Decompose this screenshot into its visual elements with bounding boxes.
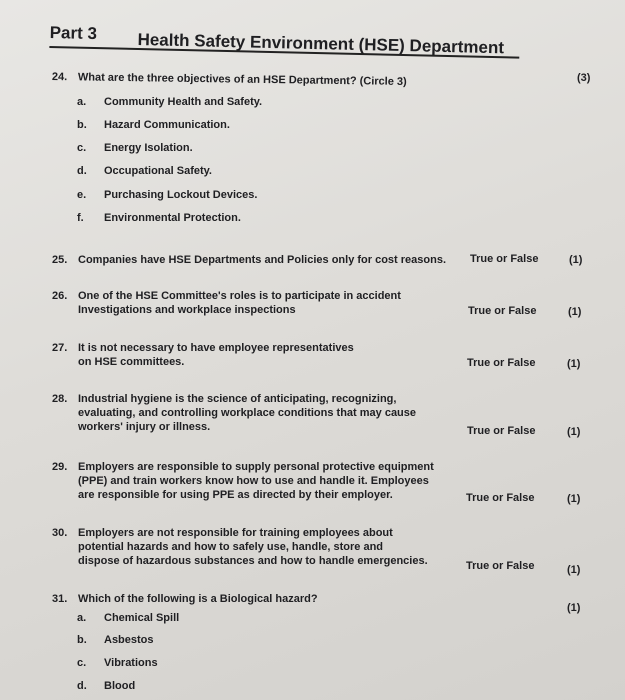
section-header: [49, 20, 530, 71]
question-line: potential hazards and how to safely use, handle, store and: [78, 541, 384, 553]
option-letter: d.: [77, 680, 87, 692]
question-text: [78, 526, 438, 568]
question-30-points: (1): [567, 564, 581, 576]
question-line: workers' injury or illness.: [78, 421, 211, 433]
option-text: Occupational Safety.: [104, 165, 212, 177]
question-text: [78, 392, 438, 434]
option-letter: c.: [77, 142, 87, 154]
question-28-points: (1): [567, 426, 581, 438]
option-text: Purchasing Lockout Devices.: [104, 189, 258, 201]
question-line: Investigations and workplace inspections: [78, 304, 296, 316]
option-letter: b.: [77, 119, 87, 131]
question-line: Industrial hygiene is the science of anticipating, recognizing,: [78, 393, 397, 405]
question-number: 24.: [51, 70, 68, 84]
option-text: Environmental Protection.: [104, 212, 241, 224]
question-text: [78, 460, 438, 502]
question-25-points: (1): [569, 254, 583, 266]
question-line: Employers are responsible to supply personal protective equipment: [78, 461, 434, 473]
question-number: 31.: [52, 593, 68, 605]
question-number: 25.: [52, 254, 68, 266]
option-text: Blood: [104, 680, 136, 692]
question-line: Employers are not responsible for training employees about: [78, 527, 393, 539]
question-26-points: (1): [568, 306, 582, 318]
section-title: Health Safety Environment (HSE) Department: [137, 29, 505, 58]
question-30-true-or-false[interactable]: True or False: [466, 560, 535, 572]
question-number: 28.: [52, 393, 68, 405]
question-27-true-or-false[interactable]: True or False: [467, 357, 536, 369]
question-number: 29.: [52, 461, 68, 473]
question-27-points: (1): [567, 358, 581, 370]
option-text: Hazard Communication.: [104, 119, 230, 131]
question-line: evaluating, and controlling workplace conditions that may cause: [78, 407, 417, 419]
question-line: One of the HSE Committee's roles is to participate in accident: [78, 290, 401, 302]
option-text: Vibrations: [104, 657, 158, 669]
question-text: [78, 289, 438, 317]
question-text: Which of the following is a Biological hazard?: [78, 593, 318, 605]
option-letter: a.: [77, 96, 87, 108]
question-25-true-or-false[interactable]: True or False: [470, 253, 539, 265]
question-31-points: (1): [567, 602, 581, 614]
question-line: Companies have HSE Departments and Policies only for cost reasons.: [78, 254, 447, 266]
question-line: on HSE committees.: [78, 356, 185, 368]
question-text: [78, 253, 458, 267]
question-line: It is not necessary to have employee representatives: [78, 342, 354, 354]
question-line: (PPE) and train workers know how to use and handle it. Employees: [78, 475, 429, 487]
option-letter: c.: [77, 657, 87, 669]
question-29-points: (1): [567, 493, 581, 505]
question-text: What are the three objectives of an HSE Department? (Circle 3): [77, 71, 407, 88]
part-label: Part 3: [49, 22, 98, 44]
question-26-true-or-false[interactable]: True or False: [468, 305, 537, 317]
question-text: [78, 341, 438, 369]
question-number: 30.: [52, 527, 68, 539]
question-number: 27.: [52, 342, 68, 354]
option-text: Chemical Spill: [104, 612, 180, 624]
question-28-true-or-false[interactable]: True or False: [467, 425, 536, 437]
question-29-true-or-false[interactable]: True or False: [466, 492, 535, 504]
question-line: are responsible for using PPE as directed by their employer.: [78, 489, 393, 501]
option-text: Energy Isolation.: [104, 142, 193, 154]
option-letter: d.: [77, 165, 87, 177]
option-letter: a.: [77, 612, 87, 624]
option-text: Community Health and Safety.: [104, 96, 263, 108]
question-line: dispose of hazardous substances and how to handle emergencies.: [78, 555, 428, 567]
option-letter: f.: [77, 212, 84, 224]
question-24-points: (3): [577, 72, 591, 84]
option-letter: e.: [77, 189, 87, 201]
question-number: 26.: [52, 290, 68, 302]
option-text: Asbestos: [104, 634, 154, 646]
option-letter: b.: [77, 634, 87, 646]
